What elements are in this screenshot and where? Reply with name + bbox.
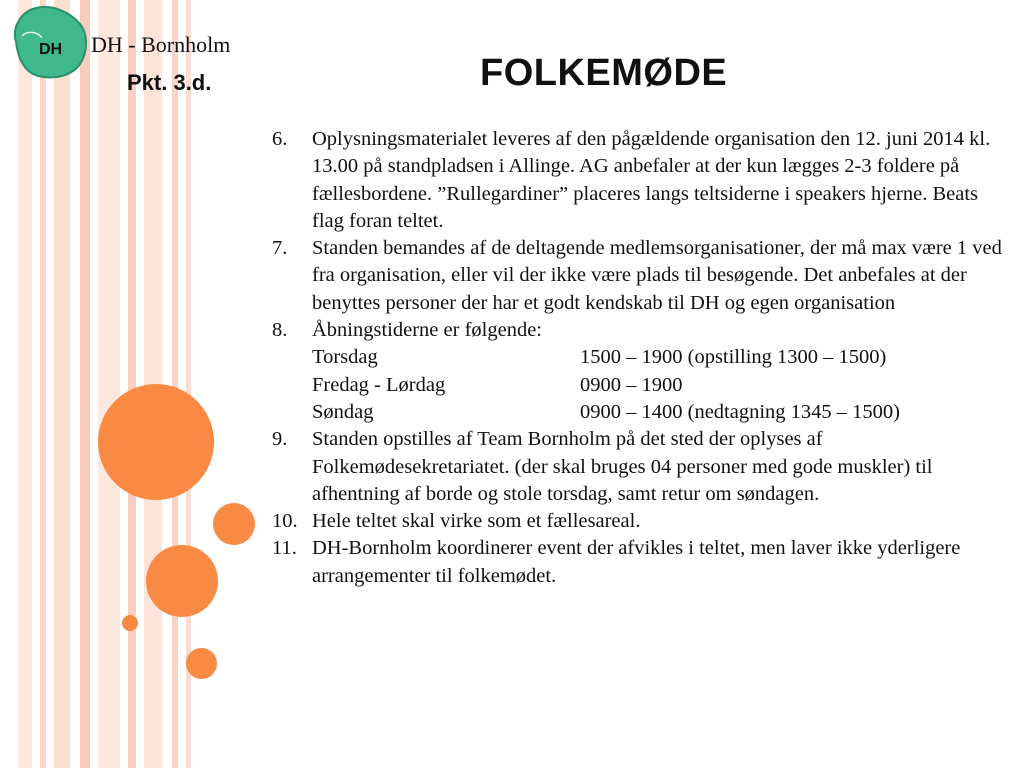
- dh-logo: [8, 2, 90, 82]
- logo-text: DH: [39, 41, 63, 58]
- agenda-list: [272, 126, 1002, 590]
- section-label: Pkt. 3.d.: [127, 70, 212, 95]
- hours-row: [312, 372, 1002, 399]
- decor-circle-small-1: [213, 503, 255, 545]
- decorative-stripes: [0, 0, 200, 768]
- item-text: Hele teltet skal virke som et fællesareal.: [312, 510, 641, 533]
- hours-time: 1500 – 1900 (opstilling 1300 – 1500): [580, 346, 887, 369]
- hours-day: Torsdag: [312, 346, 378, 369]
- decor-circle-medium: [146, 545, 218, 617]
- item-text: Oplysningsmaterialet leveres af den pågældende organisation den 12. juni 2014 kl. 13.00 på standpladsen i Allinge. AG anbefaler at der kun lægges 2-3 foldere på fællesbordene. ”Rullegardiner” placeres langs teltsiderne i speakers hjerne. Beats flag foran teltet.: [312, 128, 991, 232]
- list-item: [272, 317, 1002, 426]
- hours-time: 0900 – 1400 (nedtagning 1345 – 1500): [580, 400, 900, 423]
- hours-time: 0900 – 1900: [580, 373, 683, 396]
- item-number: 10.: [272, 510, 298, 533]
- org-name: DH - Bornholm: [91, 32, 231, 57]
- decor-circle-large: [98, 384, 214, 500]
- hours-day: Fredag - Lørdag: [312, 373, 446, 396]
- list-item: [272, 126, 1002, 235]
- item-text: Standen bemandes af de deltagende medlemsorganisationer, der må max være 1 ved fra organisation, eller vil der ikke være plads til besøgende. Det anbefales at der benyttes personer der har et godt kendskab til DH og egen organisation: [312, 237, 1002, 314]
- item-text: Åbningstiderne er følgende:: [312, 319, 542, 342]
- decor-circle-tiny: [122, 615, 138, 631]
- hours-row: [312, 344, 1002, 371]
- list-item: [272, 535, 1002, 590]
- hours-row: [312, 399, 1002, 426]
- opening-hours: [312, 344, 1002, 426]
- item-text: Standen opstilles af Team Bornholm på det sted der oplyses af Folkemødesekretariatet. (der skal bruges 04 personer med gode muskler) til afhentning af borde og stole torsdag, samt retur om søndagen.: [312, 428, 933, 505]
- item-number: 11.: [272, 537, 297, 560]
- list-item: [272, 426, 1002, 508]
- item-number: 7.: [272, 237, 288, 260]
- decor-circle-small-2: [186, 648, 217, 679]
- item-number: 6.: [272, 128, 288, 150]
- list-item: [272, 508, 1002, 535]
- item-text: DH-Bornholm koordinerer event der afvikles i teltet, men laver ikke yderligere arrangementer til folkemødet.: [312, 537, 961, 587]
- list-item: [272, 235, 1002, 317]
- item-number: 9.: [272, 428, 288, 451]
- page-title: FOLKEMØDE: [480, 52, 728, 94]
- item-number: 8.: [272, 319, 288, 342]
- hours-day: Søndag: [312, 400, 374, 423]
